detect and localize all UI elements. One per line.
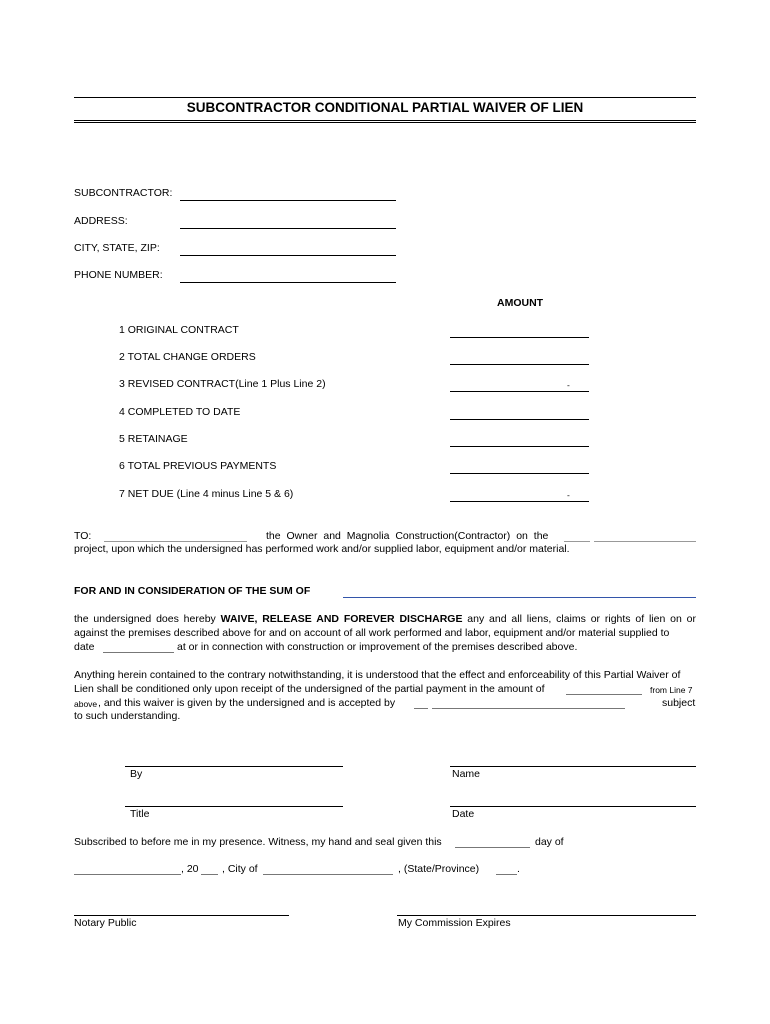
- line-1-field[interactable]: [450, 337, 589, 338]
- owner-text: the Owner and Magnolia Construction(Contractor) on the: [266, 530, 549, 542]
- title-bar: [74, 97, 696, 123]
- line-3-field[interactable]: [450, 391, 589, 392]
- date-signature-line[interactable]: [450, 806, 696, 807]
- city-state-zip-field[interactable]: [180, 255, 396, 256]
- project-text: project, upon which the undersigned has performed work and/or supplied labor, equipment and/or material.: [74, 543, 570, 555]
- project-field-b[interactable]: [594, 541, 696, 542]
- name-signature-line[interactable]: [450, 766, 696, 767]
- state-province-text: , (State/Province): [398, 863, 480, 875]
- accepted-by-text: , and this waiver is given by the undersigned and is accepted by: [98, 697, 396, 709]
- subcontractor-label: SUBCONTRACTOR:: [74, 187, 173, 199]
- day-of-text: day of: [535, 836, 564, 848]
- day-field[interactable]: [455, 847, 530, 848]
- line-2-label: 2 TOTAL CHANGE ORDERS: [119, 351, 256, 363]
- year-field[interactable]: [201, 874, 218, 875]
- city-of-text: , City of: [222, 863, 258, 875]
- subject-text: subject: [662, 697, 696, 709]
- to-label: TO:: [74, 530, 92, 542]
- city-state-zip-label: CITY, STATE, ZIP:: [74, 242, 160, 254]
- line-6-label: 6 TOTAL PREVIOUS PAYMENTS: [119, 460, 277, 472]
- line-5-label: 5 RETAINAGE: [119, 433, 188, 445]
- commission-line[interactable]: [397, 915, 696, 916]
- notary-signature-line[interactable]: [74, 915, 289, 916]
- line-5-field[interactable]: [450, 446, 589, 447]
- condition-line-2: Lien shall be conditioned only upon receipt of the undersigned of the partial payment in the amount of: [74, 683, 545, 695]
- title-signature-line[interactable]: [125, 806, 343, 807]
- line-6-field[interactable]: [450, 473, 589, 474]
- above-text: above: [74, 699, 98, 709]
- line-1-label: 1 ORIGINAL CONTRACT: [119, 324, 239, 336]
- line-7-field[interactable]: [450, 501, 589, 502]
- month-field[interactable]: [74, 874, 181, 875]
- period-text: .: [517, 863, 520, 875]
- city-field[interactable]: [263, 874, 393, 875]
- consideration-heading: FOR AND IN CONSIDERATION OF THE SUM OF: [74, 585, 311, 597]
- year-prefix: , 20: [181, 863, 199, 875]
- subscribed-text: Subscribed to before me in my presence. Witness, my hand and seal given this: [74, 836, 442, 848]
- line-7-value: -: [567, 490, 570, 500]
- from-line-7-text: from Line 7: [650, 685, 693, 695]
- line-3-value: -: [567, 380, 570, 390]
- line-2-field[interactable]: [450, 364, 589, 365]
- name-label: Name: [452, 768, 481, 780]
- accepted-by-field-a[interactable]: [414, 708, 428, 709]
- to-field[interactable]: [104, 541, 247, 542]
- line-4-label: 4 COMPLETED TO DATE: [119, 406, 241, 418]
- accepted-by-field-b[interactable]: [432, 708, 625, 709]
- partial-payment-field[interactable]: [566, 694, 642, 695]
- subcontractor-field[interactable]: [180, 200, 396, 201]
- line-3-label: 3 REVISED CONTRACT(Line 1 Plus Line 2): [119, 378, 326, 390]
- date-signature-label: Date: [452, 808, 475, 820]
- state-field[interactable]: [496, 874, 517, 875]
- waiver-bold-text: WAIVE, RELEASE AND FOREVER DISCHARGE: [220, 613, 463, 625]
- phone-number-label: PHONE NUMBER:: [74, 269, 163, 281]
- address-label: ADDRESS:: [74, 215, 128, 227]
- title-label: Title: [130, 808, 150, 820]
- by-signature-line[interactable]: [125, 766, 343, 767]
- waiver-text-start: the undersigned does hereby: [74, 613, 221, 625]
- line-4-field[interactable]: [450, 419, 589, 420]
- condition-line-1: Anything herein contained to the contrary notwithstanding, it is understood that the effect and enforceability of this Partial Waiver of: [74, 669, 681, 681]
- commission-expires-label: My Commission Expires: [398, 917, 511, 929]
- line-7-label: 7 NET DUE (Line 4 minus Line 5 & 6): [119, 488, 294, 500]
- waiver-text-rest: any and all liens, claims or rights of lien on or against the premises described above for and on account of all work performed and labor, equipment and/or material supplied to: [74, 613, 697, 639]
- notary-public-label: Notary Public: [74, 917, 137, 929]
- document-title: SUBCONTRACTOR CONDITIONAL PARTIAL WAIVER OF LIEN: [186, 100, 584, 115]
- waiver-text-end: at or in connection with construction or improvement of the premises described above.: [177, 641, 578, 653]
- address-field[interactable]: [180, 228, 396, 229]
- project-field-a[interactable]: [564, 541, 590, 542]
- date-field[interactable]: [103, 652, 174, 653]
- amount-header: AMOUNT: [497, 297, 544, 309]
- sum-field[interactable]: [343, 597, 696, 598]
- phone-number-field[interactable]: [180, 282, 396, 283]
- by-label: By: [130, 768, 143, 780]
- waiver-paragraph: [74, 613, 696, 640]
- date-label: date: [74, 641, 95, 653]
- understanding-text: to such understanding.: [74, 710, 181, 722]
